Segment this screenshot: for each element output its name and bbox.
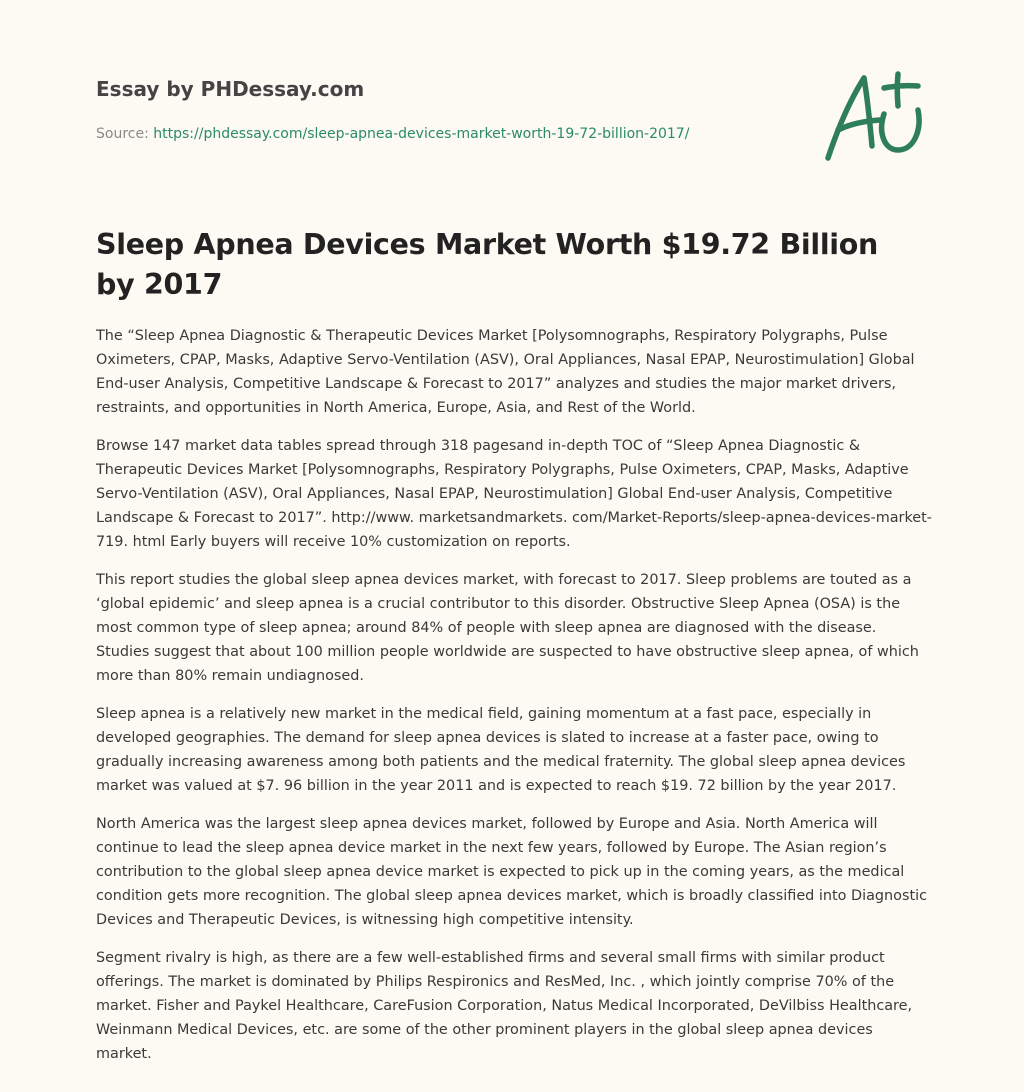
brand-name: Essay by PHDessay.com	[96, 77, 365, 101]
paragraph: North America was the largest sleep apnea devices market, followed by Europe and Asia. North America will continue to lead the sleep apnea device market in the next few years, followed by Europe. The Asian region’s contribution to the global sleep apnea device market is expected to pick up in the coming years, as the medical condition gets more recognition. The global sleep apnea devices market, which is broadly classified into Diagnostic Devices and Therapeutic Devices, is witnessing high competitive intensity.	[96, 816, 928, 928]
a-plus-logo-svg	[820, 66, 932, 166]
paragraph: The “Sleep Apnea Diagnostic & Therapeutic Devices Market [Polysomnographs, Respiratory Polygraphs, Pulse Oximeters, CPAP, Masks, Adaptive Servo-Ventilation (ASV), Oral Appliances, Nasal EPAP, Neurostimulation] Global End-user Analysis, Competitive Landscape & Forecast to 2017” analyzes and studies the major market drivers, restraints, and opportunities in North America, Europe, Asia, and Rest of the World.	[96, 328, 915, 416]
paragraph: Sleep apnea is a relatively new market in the medical field, gaining momentum at a fast pace, especially in developed geographies. The demand for sleep apnea devices is slated to increase at a faster pace, owing to gradually increasing awareness among both patients and the medical fraternity. The global sleep apnea devices market was valued at $7. 96 billion in the year 2011 and is expected to reach $19. 72 billion by the year 2017.	[96, 706, 906, 794]
a-plus-logo-icon	[820, 66, 932, 166]
essay-body	[96, 324, 932, 1080]
source-line	[96, 124, 796, 144]
essay-header	[96, 72, 796, 144]
paragraph: Browse 147 market data tables spread through 318 pagesand in-depth TOC of “Sleep Apnea Diagnostic & Therapeutic Devices Market [Polysomnographs, Respiratory Polygraphs, Pulse Oximeters, CPAP, Masks, Adaptive Servo-Ventilation (ASV), Oral Appliances, Nasal EPAP, Neurostimulation] Global End-user Analysis, Competitive Landscape & Forecast to 2017”. http://www. marketsandmarkets. com/Market-Reports/sleep-apnea-devices-market-719. html Early buyers will receive 10% customization on reports.	[96, 438, 932, 550]
essay-title: Sleep Apnea Devices Market Worth $19.72 Billion by 2017	[96, 228, 879, 301]
paragraph: This report studies the global sleep apnea devices market, with forecast to 2017. Sleep problems are touted as a ‘global epidemic’ and sleep apnea is a crucial contributor to this disorder. Obstructive Sleep Apnea (OSA) is the most common type of sleep apnea; around 84% of people with sleep apnea are diagnosed with the disease. Studies suggest that about 100 million people worldwide are suspected to have obstructive sleep apnea, of which more than 80% remain undiagnosed.	[96, 572, 919, 684]
source-link[interactable]: https://phdessay.com/sleep-apnea-devices-market-worth-19-72-billion-2017/	[153, 126, 690, 142]
paragraph: Segment rivalry is high, as there are a few well-established firms and several small firms with similar product offerings. The market is dominated by Philips Respironics and ResMed, Inc. , which jointly comprise 70% of the market. Fisher and Paykel Healthcare, CareFusion Corporation, Natus Medical Incorporated, DeVilbiss Healthcare, Weinmann Medical Devices, etc. are some of the other prominent players in the global sleep apnea devices market.	[96, 950, 913, 1062]
source-label: Source:	[96, 126, 154, 142]
